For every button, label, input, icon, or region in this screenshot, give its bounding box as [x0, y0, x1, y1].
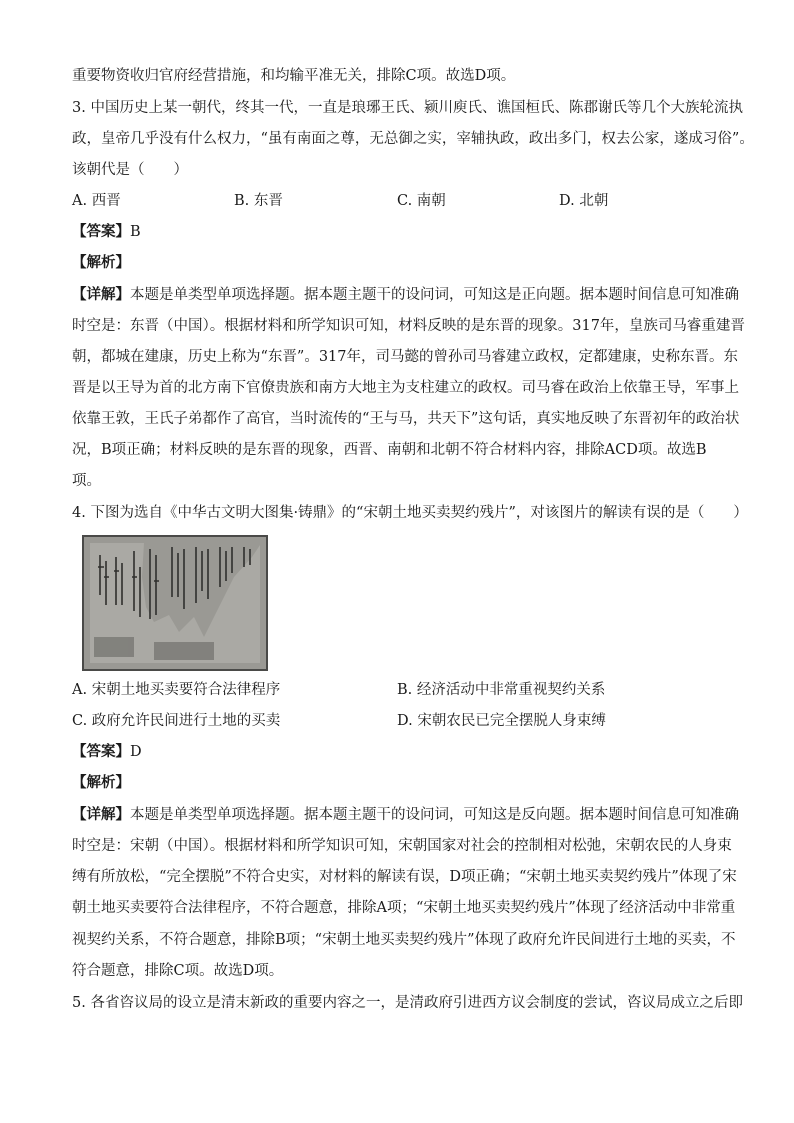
q4-detail-line5: 视契约关系，不符合题意，排除B项；“宋朝土地买卖契约残片”体现了政府允许民间进行土地的买卖，不	[72, 932, 736, 948]
q5-stem-line1: 5. 各省咨议局的设立是清末新政的重要内容之一，是清政府引进西方议会制度的尝试，咨议局成立之后即	[72, 995, 743, 1011]
q3-option-a: A. 西晋	[72, 193, 121, 209]
q4-detail-line4: 朝土地买卖要符合法律程序，不符合题意，排除A项；“宋朝土地买卖契约残片”体现了经济活动中非常重	[72, 900, 736, 916]
answer-value: D	[130, 744, 142, 760]
q4-option-b: B. 经济活动中非常重视契约关系	[397, 682, 606, 698]
contract-fragment-image	[82, 535, 268, 671]
q4-option-a: A. 宋朝土地买卖要符合法律程序	[72, 682, 281, 698]
q4-option-d: D. 宋朝农民已完全摆脱人身束缚	[397, 713, 606, 729]
q3-stem-line3: 该朝代是（ ）	[72, 162, 188, 178]
q4-detail-line1	[72, 805, 739, 825]
q3-detail-line3: 朝，都城在建康，历史上称为“东晋”。317年，司马懿的曾孙司马睿建立政权，定都建康，史称东晋。东	[72, 349, 738, 365]
answer-label: 【答案】	[72, 223, 130, 240]
q3-detail-line5: 依靠王敦，王氏子弟都作了高官，当时流传的“王与马，共天下”这句话，真实地反映了东晋初年的政治状	[72, 411, 740, 427]
q4-answer	[72, 742, 142, 762]
answer-label: 【答案】	[72, 743, 130, 760]
detail-text: 本题是单类型单项选择题。据本题主题干的设问词，可知这是正向题。据本题时间信息可知准确	[130, 287, 739, 303]
q3-stem-line2: 政，皇帝几乎没有什么权力，“虽有南面之尊，无总御之实，宰辅执政，政出多门，权去公家，遂成习俗”。	[72, 131, 754, 147]
answer-value: B	[130, 224, 141, 240]
q3-stem-line1: 3. 中国历史上某一朝代，终其一代，一直是琅琊王氏、颍川庾氏、谯国桓氏、陈郡谢氏等几个大族轮流执	[72, 100, 743, 116]
q3-detail-line7: 项。	[72, 473, 101, 489]
q4-detail-line2: 时空是：宋朝（中国）。根据材料和所学知识可知，宋朝国家对社会的控制相对松弛，宋朝农民的人身束	[72, 838, 732, 854]
detail-label: 【详解】	[72, 806, 130, 823]
detail-text: 本题是单类型单项选择题。据本题主题干的设问词，可知这是反向题。据本题时间信息可知准确	[130, 807, 739, 823]
detail-label: 【详解】	[72, 286, 130, 303]
q3-detail-line4: 晋是以王导为首的北方南下官僚贵族和南方大地主为支柱建立的政权。司马睿在政治上依靠王导，军事上	[72, 380, 739, 396]
q3-option-c: C. 南朝	[397, 193, 446, 209]
q4-stem: 4. 下图为选自《中华古文明大图集·铸鼎》的“宋朝土地买卖契约残片”，对该图片的解读有误的是（ ）	[72, 505, 748, 521]
q2-analysis-tail: 重要物资收归官府经营措施，和均输平准无关，排除C项。故选D项。	[72, 68, 516, 84]
q3-detail-line2: 时空是：东晋（中国）。根据材料和所学知识可知，材料反映的是东晋的现象。317年，皇族司马睿重建晋	[72, 318, 745, 334]
q4-detail-line3: 缚有所放松，“完全摆脱”不符合史实，对材料的解读有误，D项正确；“宋朝土地买卖契约残片”体现了宋	[72, 869, 737, 885]
q4-option-c: C. 政府允许民间进行土地的买卖	[72, 713, 281, 729]
q3-option-d: D. 北朝	[559, 193, 609, 209]
q3-answer	[72, 222, 141, 242]
q3-detail-line1	[72, 285, 739, 305]
q4-detail-line6: 符合题意，排除C项。故选D项。	[72, 963, 284, 979]
q3-analysis-label: 【解析】	[72, 254, 130, 271]
q3-option-b: B. 东晋	[234, 193, 283, 209]
q4-analysis-label: 【解析】	[72, 774, 130, 791]
q3-detail-line6: 况，B项正确；材料反映的是东晋的现象，西晋、南朝和北朝不符合材料内容，排除ACD项。故选B	[72, 442, 707, 458]
